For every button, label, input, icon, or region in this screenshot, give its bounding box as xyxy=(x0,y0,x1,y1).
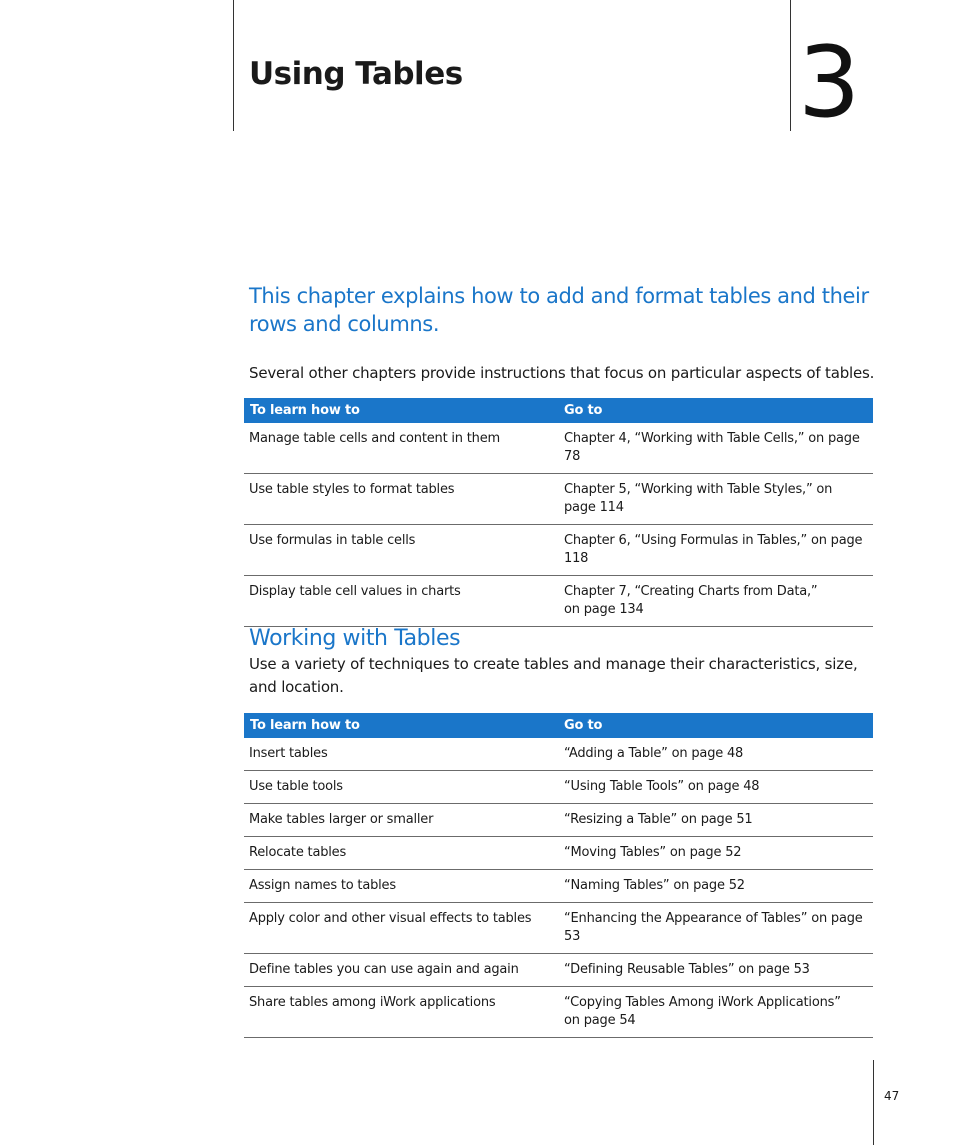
table-header-row xyxy=(244,398,873,423)
section-text: Use a variety of techniques to create tables and manage their characteristics, size, and location. xyxy=(249,655,858,696)
page-number-rule xyxy=(873,1060,874,1145)
chapter-number: 3 xyxy=(798,26,861,140)
table-row xyxy=(244,423,873,474)
table-row xyxy=(244,837,873,870)
column-header-goto: Go to xyxy=(558,398,873,423)
table-cell-reference[interactable]: Chapter 5, “Working with Table Styles,” on page 114 xyxy=(558,474,873,525)
table-cell-task: Relocate tables xyxy=(244,837,558,870)
intro-text: Several other chapters provide instructions that focus on particular aspects of tables. xyxy=(249,364,875,382)
chapter-title: Using Tables xyxy=(249,56,463,92)
table-row xyxy=(244,474,873,525)
table-row xyxy=(244,804,873,837)
table-row xyxy=(244,576,873,627)
table-cell-reference[interactable]: Chapter 7, “Creating Charts from Data,” on page 134 xyxy=(558,576,873,627)
table-row xyxy=(244,738,873,771)
table-cell-task: Share tables among iWork applications xyxy=(244,987,558,1038)
chapter-reference-table xyxy=(244,398,873,627)
chapter-rule-right xyxy=(790,0,791,131)
table-row xyxy=(244,987,873,1038)
page-number: 47 xyxy=(884,1089,900,1103)
table-row xyxy=(244,771,873,804)
chapter-rule-left xyxy=(233,0,234,131)
table-cell-reference[interactable]: “Using Table Tools” on page 48 xyxy=(558,771,873,804)
table-cell-reference[interactable]: Chapter 6, “Using Formulas in Tables,” on page 118 xyxy=(558,525,873,576)
section-heading: Working with Tables xyxy=(249,626,461,651)
table-cell-reference[interactable]: “Defining Reusable Tables” on page 53 xyxy=(558,954,873,987)
table-cell-reference[interactable]: “Copying Tables Among iWork Applications” on page 54 xyxy=(558,987,873,1038)
table-cell-task: Define tables you can use again and again xyxy=(244,954,558,987)
section-reference-table xyxy=(244,713,873,1038)
table-cell-task: Insert tables xyxy=(244,738,558,771)
table-row xyxy=(244,954,873,987)
table-cell-task: Use table styles to format tables xyxy=(244,474,558,525)
table-cell-reference[interactable]: “Resizing a Table” on page 51 xyxy=(558,804,873,837)
column-header-learn: To learn how to xyxy=(244,398,558,423)
table-cell-reference[interactable]: “Naming Tables” on page 52 xyxy=(558,870,873,903)
table-cell-task: Display table cell values in charts xyxy=(244,576,558,627)
column-header-learn: To learn how to xyxy=(244,713,558,738)
table-cell-task: Assign names to tables xyxy=(244,870,558,903)
table-cell-reference[interactable]: “Moving Tables” on page 52 xyxy=(558,837,873,870)
table-cell-reference[interactable]: “Adding a Table” on page 48 xyxy=(558,738,873,771)
table-cell-task: Manage table cells and content in them xyxy=(244,423,558,474)
table-cell-reference[interactable]: Chapter 4, “Working with Table Cells,” on page 78 xyxy=(558,423,873,474)
table-header-row xyxy=(244,713,873,738)
intro-heading: This chapter explains how to add and format tables and their rows and columns. xyxy=(249,284,869,336)
table-cell-task: Apply color and other visual effects to tables xyxy=(244,903,558,954)
table-cell-task: Make tables larger or smaller xyxy=(244,804,558,837)
table-cell-reference[interactable]: “Enhancing the Appearance of Tables” on page 53 xyxy=(558,903,873,954)
table-row xyxy=(244,870,873,903)
table-row xyxy=(244,903,873,954)
table-cell-task: Use table tools xyxy=(244,771,558,804)
table-cell-task: Use formulas in table cells xyxy=(244,525,558,576)
column-header-goto: Go to xyxy=(558,713,873,738)
table-row xyxy=(244,525,873,576)
